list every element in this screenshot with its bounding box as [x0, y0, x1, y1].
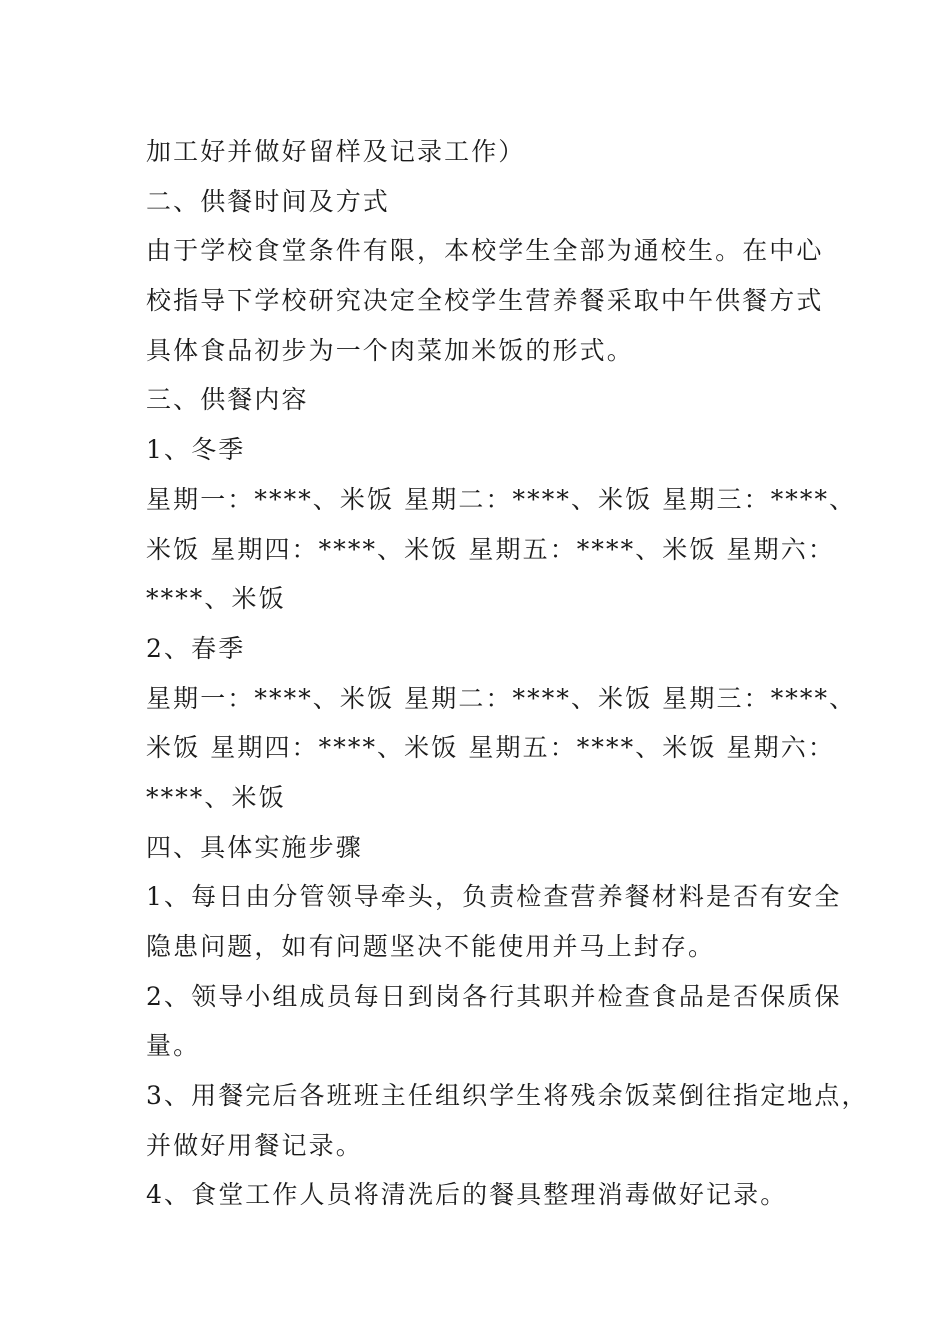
document-body	[146, 127, 869, 1220]
text-line: 4、食堂工作人员将清洗后的餐具整理消毒做好记录。	[146, 1180, 788, 1210]
text-line: 由于学校食堂条件有限，本校学生全部为通校生。在中心	[146, 236, 824, 266]
text-line: 量。	[146, 1031, 201, 1061]
section-heading: 二、供餐时间及方式	[146, 186, 390, 216]
text-line: 具体食品初步为一个肉菜加米饭的形式。	[146, 335, 634, 365]
menu-line: 米饭 星期四：****、米饭 星期五：****、米饭 星期六：	[146, 534, 835, 564]
menu-line: 米饭 星期四：****、米饭 星期五：****、米饭 星期六：	[146, 733, 835, 763]
text-line: 并做好用餐记录。	[146, 1130, 363, 1160]
text-line: 3、用餐完后各班班主任组织学生将残余饭菜倒往指定地点，	[146, 1081, 869, 1111]
subsection-heading: 2、春季	[146, 633, 246, 663]
menu-line: ****、米饭	[146, 782, 286, 812]
section-heading: 四、具体实施步骤	[146, 832, 363, 862]
menu-line: 星期一：****、米饭 星期二：****、米饭 星期三：****、	[146, 683, 857, 713]
section-heading: 三、供餐内容	[146, 385, 309, 415]
text-line: 2、领导小组成员每日到岗各行其职并检查食品是否保质保	[146, 981, 842, 1011]
text-line: 隐患问题，如有问题坚决不能使用并马上封存。	[146, 932, 716, 961]
text-line: 1、每日由分管领导牵头，负责检查营养餐材料是否有安全	[146, 882, 842, 912]
text-line: 校指导下学校研究决定全校学生营养餐采取中午供餐方式	[146, 286, 824, 316]
menu-line: ****、米饭	[146, 584, 286, 614]
menu-line: 星期一：****、米饭 星期二：****、米饭 星期三：****、	[146, 484, 857, 514]
subsection-heading: 1、冬季	[146, 435, 246, 465]
text-line: 加工好并做好留样及记录工作）	[146, 137, 526, 166]
